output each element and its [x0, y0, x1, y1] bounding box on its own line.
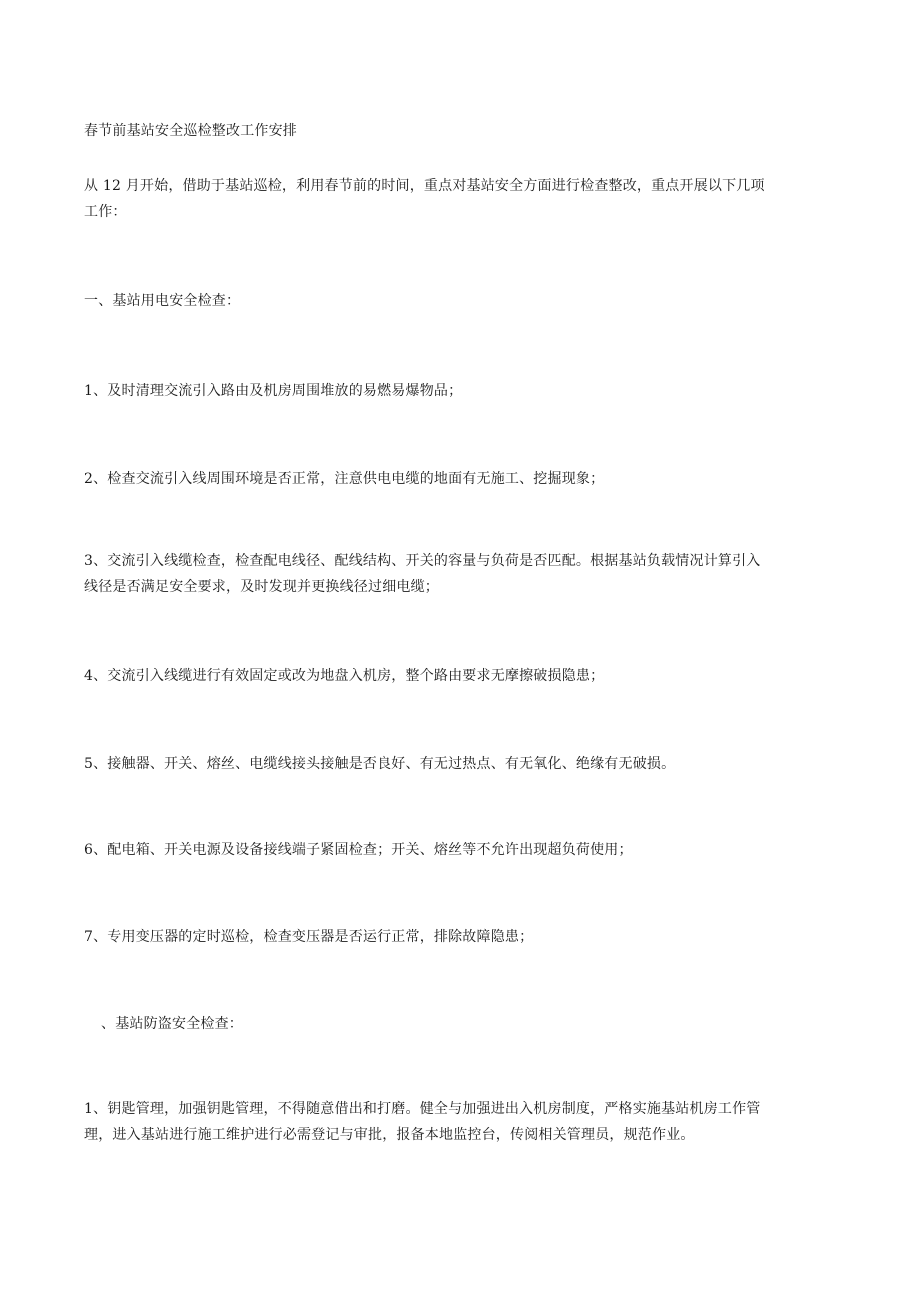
section-1-item-3-line-2: 线径是否满足安全要求，及时发现并更换线径过细电缆；	[84, 579, 439, 595]
document-title: 春节前基站安全巡检整改工作安排	[84, 123, 297, 139]
intro-line-2: 工作：	[84, 204, 127, 220]
section-2-heading: 、基站防盗安全检查：	[101, 1016, 243, 1032]
intro-line-1: 从 12 月开始，借助于基站巡检，利用春节前的时间，重点对基站安全方面进行检查整改，重点开展以下几项	[84, 178, 765, 194]
section-1-item-7: 7、专用变压器的定时巡检，检查变压器是否运行正常，排除故障隐患；	[84, 929, 534, 945]
section-1-item-6: 6、配电箱、开关电源及设备接线端子紧固检查；开关、熔丝等不允许出现超负荷使用；	[84, 842, 633, 858]
section-2-item-1-line-1: 1、钥匙管理，加强钥匙管理，不得随意借出和打磨。健全与加强进出入机房制度，严格实施基站机房工作管	[84, 1101, 761, 1117]
section-1-item-4: 4、交流引入线缆进行有效固定或改为地盘入机房，整个路由要求无摩擦破损隐患；	[84, 668, 605, 684]
section-1-item-5: 5、接触器、开关、熔丝、电缆线接头接触是否良好、有无过热点、有无氧化、绝缘有无破损。	[84, 756, 676, 772]
section-1-item-1: 1、及时清理交流引入路由及机房周围堆放的易燃易爆物品；	[84, 383, 463, 399]
section-2-item-1-line-2: 理，进入基站进行施工维护进行必需登记与审批，报备本地监控台，传阅相关管理员，规范作业。	[84, 1127, 695, 1143]
section-1-item-2: 2、检查交流引入线周围环境是否正常，注意供电电缆的地面有无施工、挖掘现象；	[84, 471, 605, 487]
section-1-heading: 一、基站用电安全检查：	[84, 293, 241, 309]
section-1-item-3-line-1: 3、交流引入线缆检查，检查配电线径、配线结构、开关的容量与负荷是否匹配。根据基站负载情况计算引入	[84, 553, 761, 569]
